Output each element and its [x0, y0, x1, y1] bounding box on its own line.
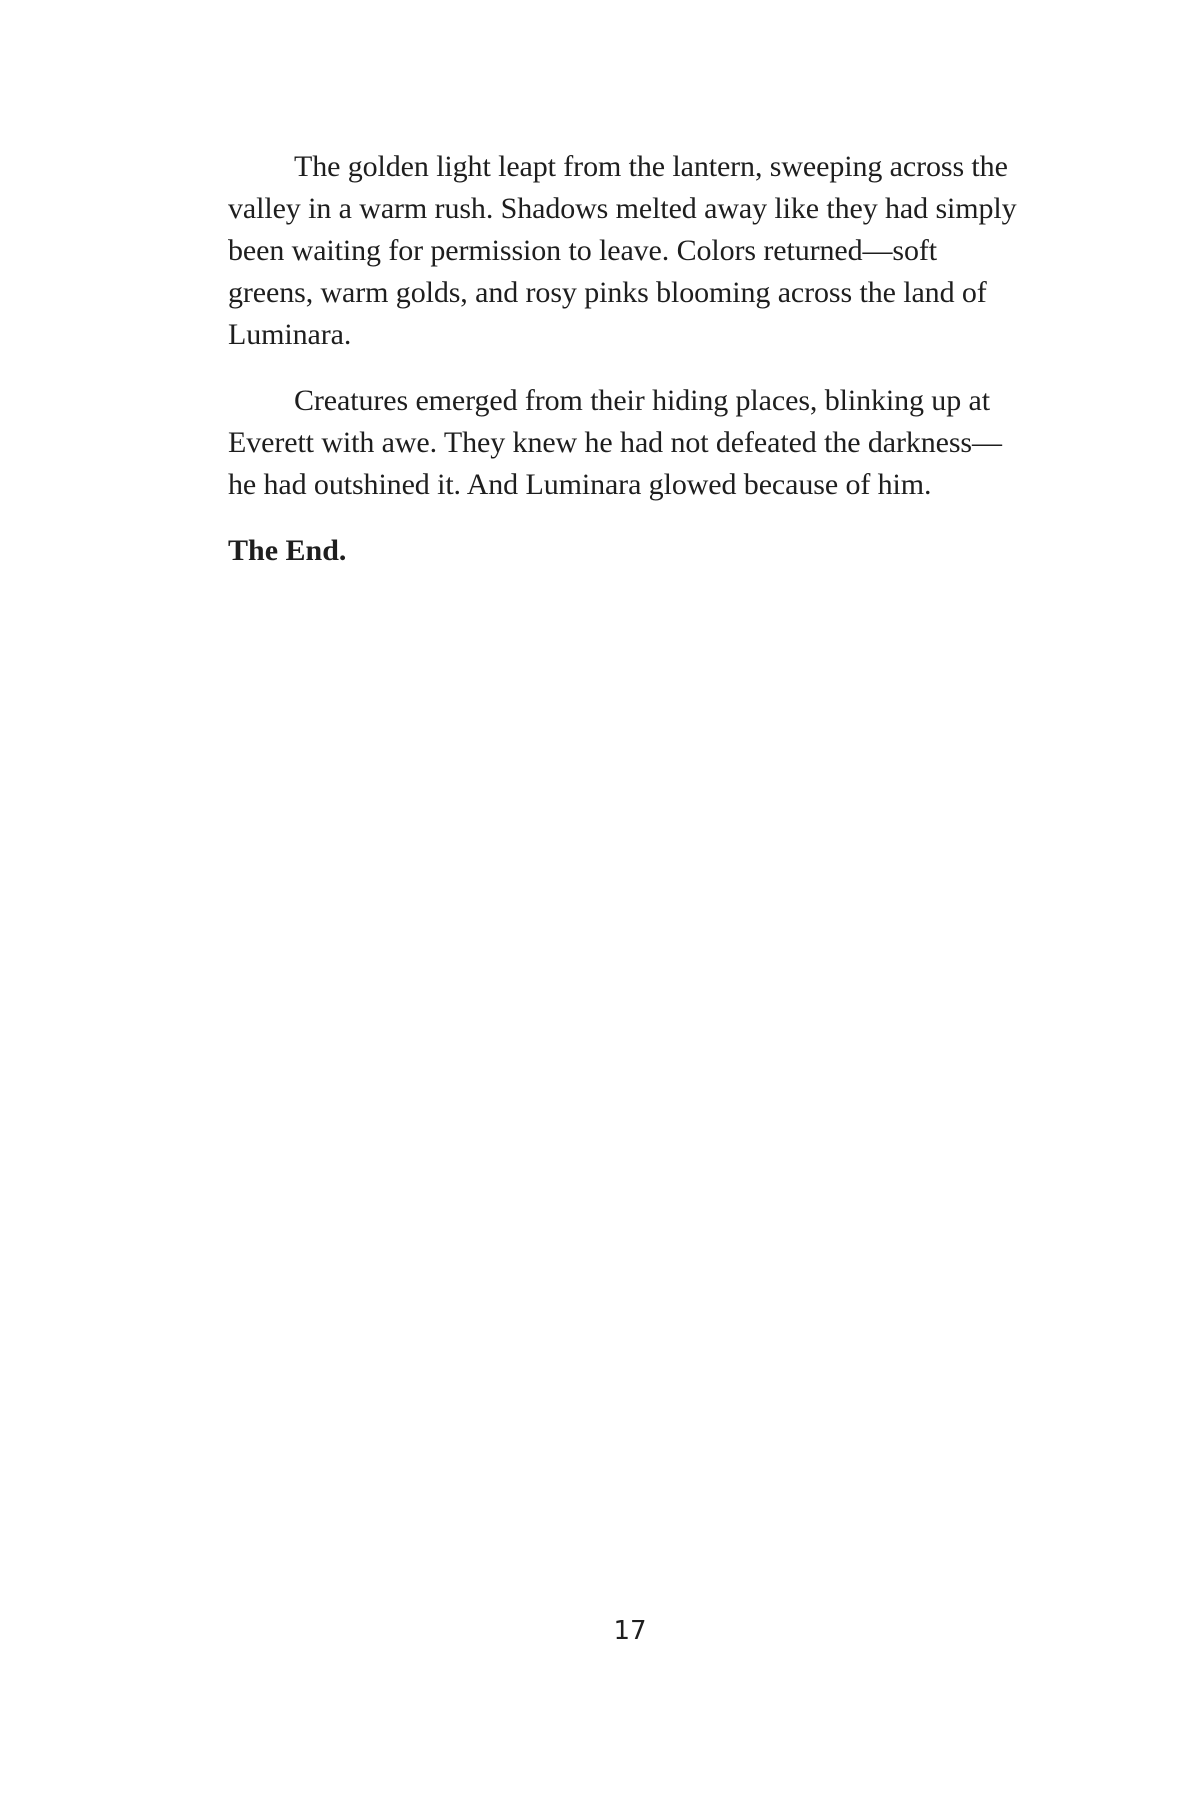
story-paragraph-1: The golden light leapt from the lantern, sweeping across the valley in a warm rush. Shadows melted away like they had simply been waiting for permission to leave. Colors returned—soft greens, warm golds, and rosy pinks blooming across the land of Luminara.	[228, 150, 1017, 351]
story-ending: The End.	[228, 534, 347, 567]
story-paragraph-2: Creatures emerged from their hiding places, blinking up at Everett with awe. They knew he had not defeated the darkness—he had outshined it. And Luminara glowed because of him.	[228, 384, 1002, 501]
page-number: 17	[613, 1616, 647, 1646]
story-text	[228, 146, 1028, 572]
